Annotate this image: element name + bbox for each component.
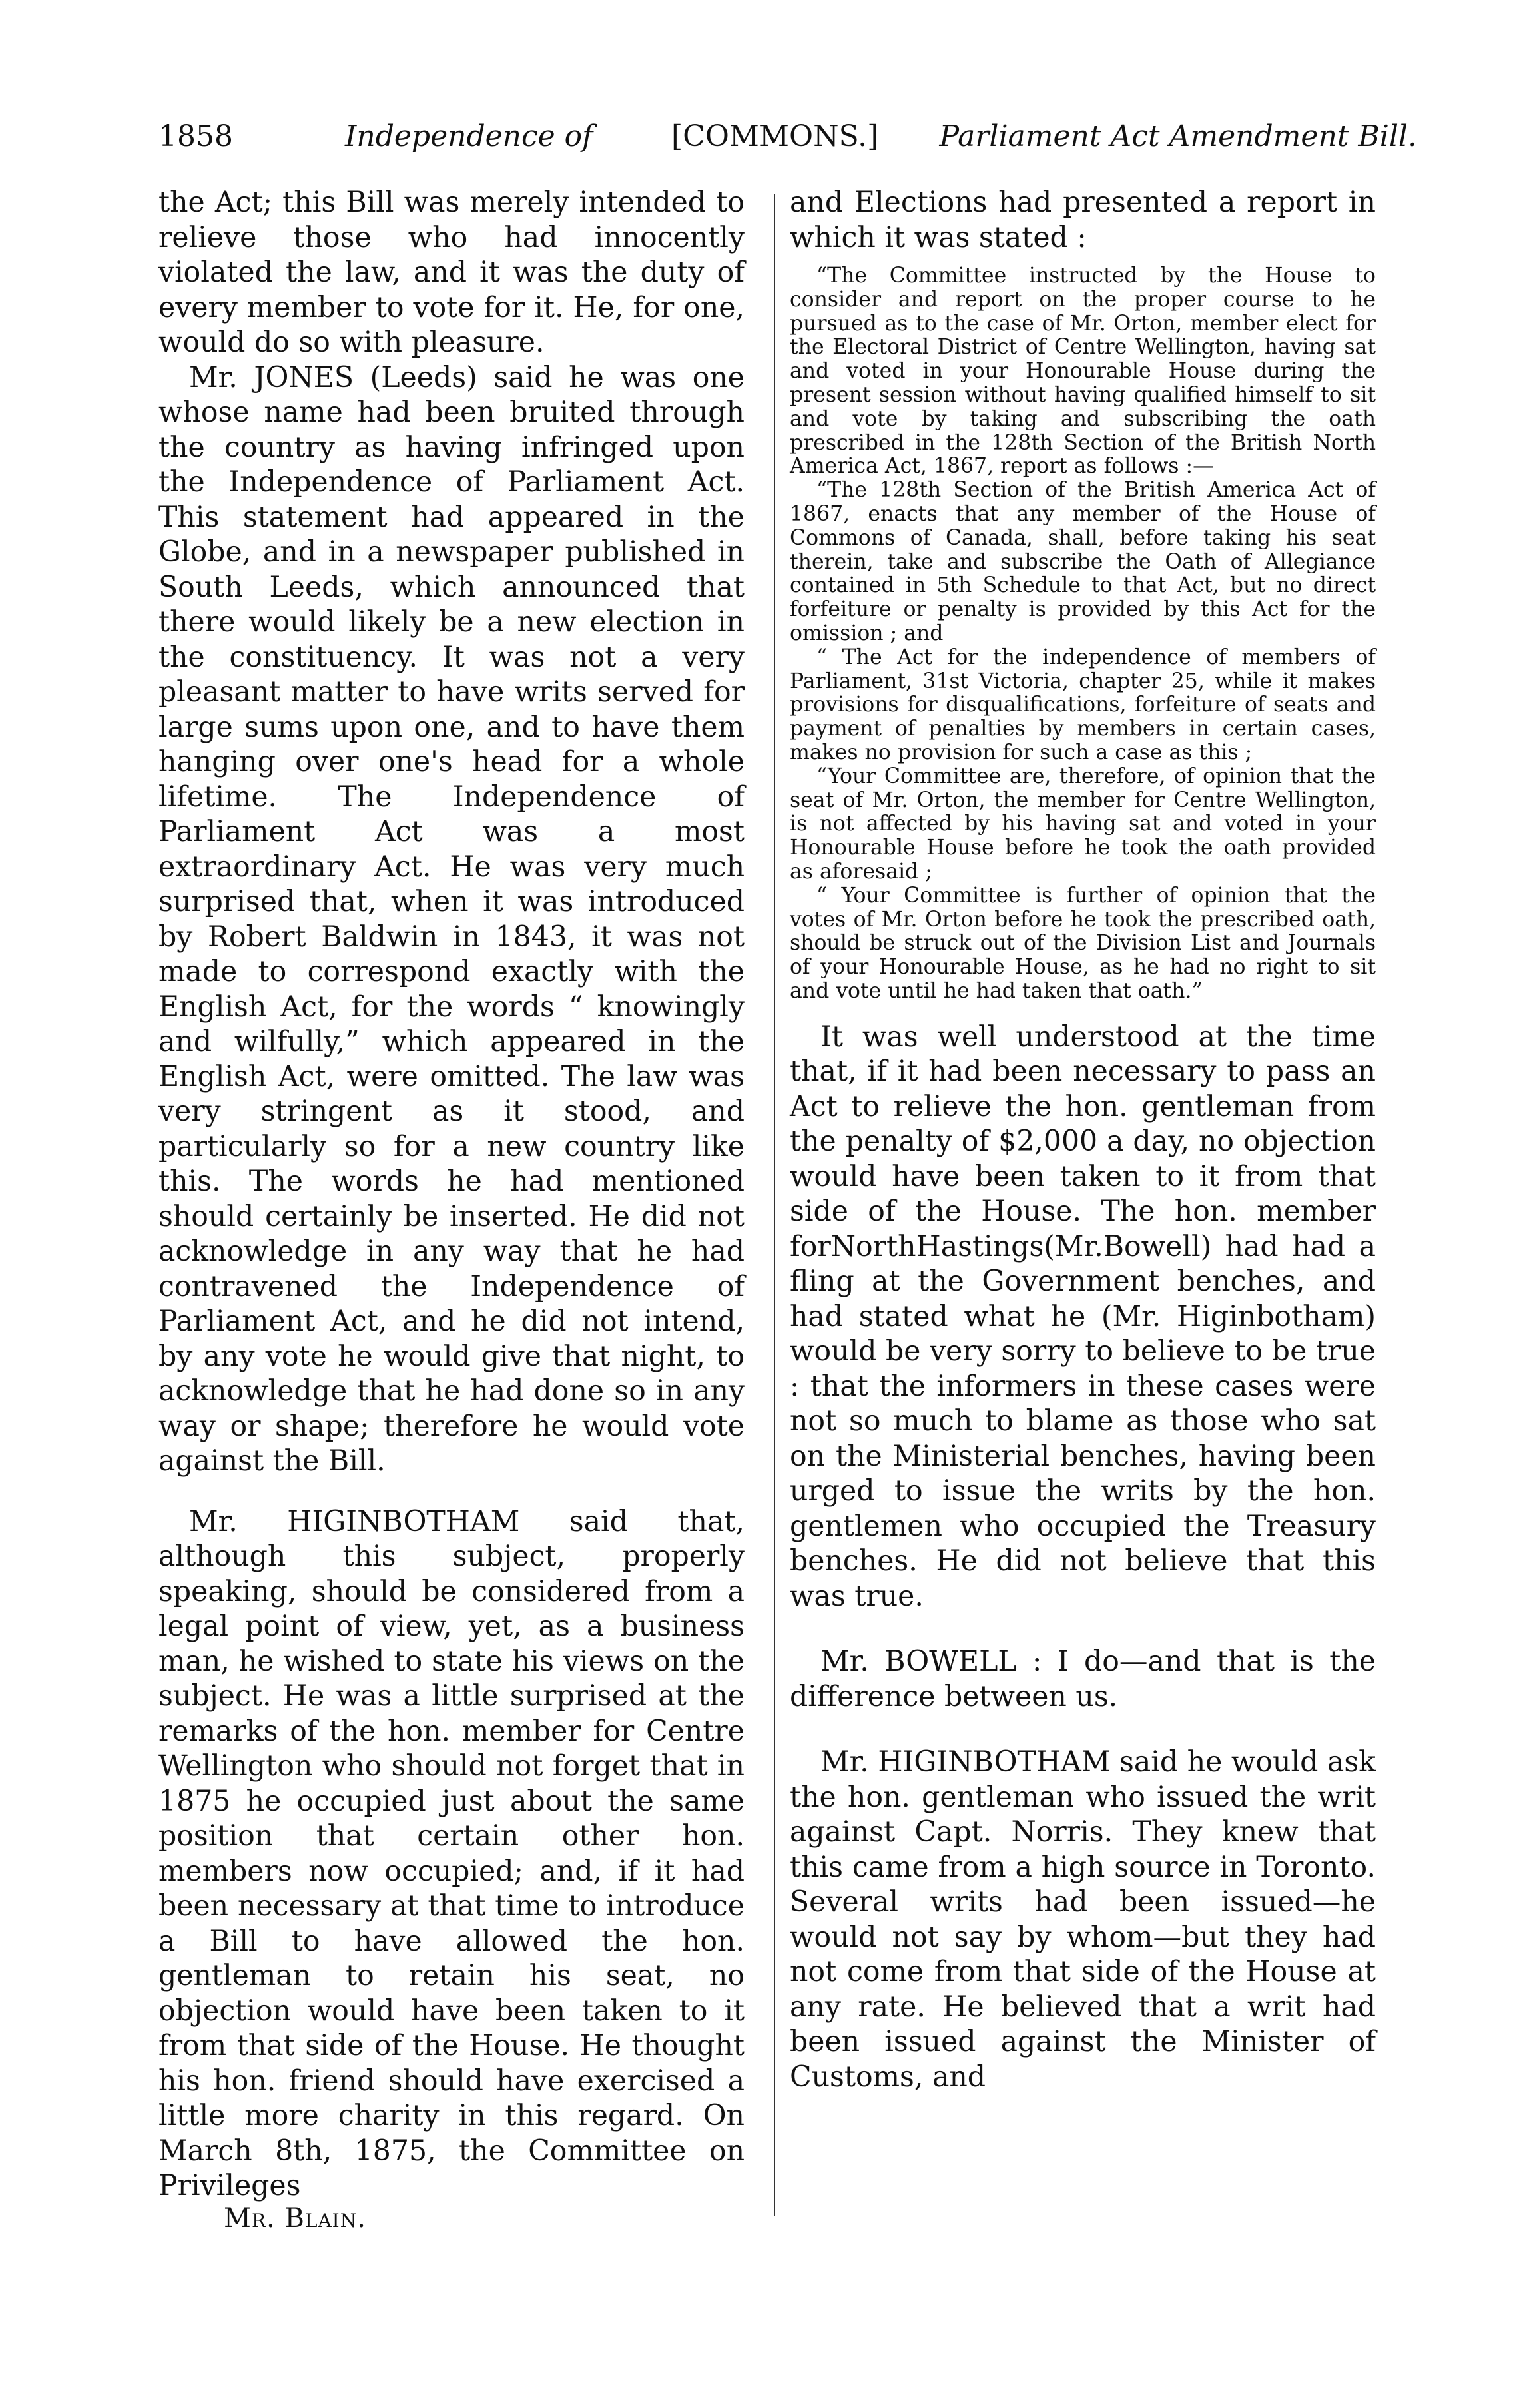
paragraph-elections-report: and Elections had presented a report in which it was stated :	[790, 186, 1376, 254]
page-number: 1858	[158, 119, 233, 153]
left-column	[158, 185, 745, 2204]
quote-independence-act: “ The Act for the independence of members of Parliament, 31st Victoria, chapter 25, while it makes provisions for disqualifications, forfeiture of seats and payment of penalties by members in certain cases, makes no provision for such a case as this ;	[790, 645, 1376, 764]
quote-committee-opinion: “Your Committee are, therefore, of opinion that the seat of Mr. Orton, the member for Centre Wellington, is not affected by his having sat and voted in your Honourable House before he took the oath provided as aforesaid ;	[790, 764, 1376, 884]
paragraph-higinbotham-reply: Mr. HIGINBOTHAM said he would ask the hon. gentleman who issued the writ against Capt. Norris. They knew that this came from a high source in Toronto. Several writs had been issued—he would not say by whom—but they had not come from that side of the House at any rate. He believed that a writ had been issued against the Minister of Customs, and	[790, 1745, 1376, 2094]
quote-committee-further-opinion: “ Your Committee is further of opinion that the votes of Mr. Orton before he took the prescribed oath, should be struck out of the Division List and Journals of your Honourable House, as he had no right to sit and vote until he had taken that oath.”	[790, 883, 1376, 1003]
quote-128th-section: “The 128th Section of the British America Act of 1867, enacts that any member of the House of Commons of Canada, shall, before taking his seat therein, take and subscribe the Oath of Allegiance contained in 5th Schedule to that Act, but no direct forfeiture or penalty is provided by this Act for the omission ; and	[790, 478, 1376, 645]
paragraph-well-understood: It was well understood at the time that, if it had been necessary to pass an Act to relieve the hon. gentleman from the penalty of $2,000 a day, no objection would have been taken to it from that side of the House. The hon. member forNorthHastings(Mr.Bowell) had had a fling at the Government benches, and had stated what he (Mr. Higinbotham) would be very sorry to believe to be true : that the informers in these cases were not so much to blame as those who sat on the Ministerial benches, having been urged to issue the writs by the hon. gentlemen who occupied the Treasury benches. He did not believe that this was true.	[790, 1020, 1376, 1613]
header-left-title: Independence of	[345, 119, 593, 153]
paragraph-bowell: Mr. BOWELL : I do—and that is the difference between us.	[790, 1645, 1376, 1713]
paragraph-continuation: the Act; this Bill was merely intended to relieve those who had innocently violated the law, and it was the duty of every member to vote for it. He, for one, would do so with pleasure.	[158, 186, 745, 359]
header-right-title: Parliament Act Amendment Bill.	[939, 119, 1417, 153]
footer-signature	[224, 2202, 366, 2235]
header-house: [COMMONS.]	[671, 119, 879, 153]
paragraph-jones: Mr. JONES (Leeds) said he was one whose name had been bruited through the country as having infringed upon the Independence of Parliament Act. This statement had appeared in the Globe, and in a newspaper published in South Leeds, which announced that there would likely be a new election in the constituency. It was not a very pleasant matter to have writs served for large sums upon one, and to have them hanging over one's head for a whole lifetime. The Independence of Parliament Act was a most extraordinary Act. He was very much surprised that, when it was introduced by Robert Baldwin in 1843, it was not made to correspond exactly with the English Act, for the words “ knowingly and wilfully,” which appeared in the English Act, were omitted. The law was very stringent as it stood, and particularly so for a new country like this. The words he had mentioned should certainly be inserted. He did not acknowledge in any way that he had contravened the Independence of Parliament Act, and he did not intend, by any vote he would give that night, to acknowledge that he had done so in any way or shape; therefore he would vote against the Bill.	[158, 360, 745, 1478]
right-column	[790, 185, 1376, 2094]
quote-committee-instructed: “The Committee instructed by the House to consider and report on the proper course to he pursued as to the case of Mr. Orton, member elect for the Electoral District of Centre Wellington, having sat and voted in your Honourable House during the present session without having qualified himself to sit and vote by taking and subscribing the oath prescribed in the 128th Section of the British North America Act, 1867, report as follows :—	[790, 264, 1376, 479]
column-divider	[774, 194, 775, 2216]
paragraph-higinbotham: Mr. HIGINBOTHAM said that, although this subject, properly speaking, should be considered from a legal point of view, yet, as a business man, he wished to state his views on the subject. He was a little surprised at the remarks of the hon. member for Centre Wellington who should not forget that in 1875 he occupied just about the same position that certain other hon. members now occupied; and, if it had been necessary at that time to introduce a Bill to have allowed the hon. gentleman to retain his seat, no objection would have been taken to it from that side of the House. He thought his hon. friend should have exercised a little more charity in this regard. On March 8th, 1875, the Committee on Privileges	[158, 1504, 745, 2202]
running-header	[158, 113, 1417, 160]
signature-text: Mr. Blain.	[224, 2203, 366, 2234]
